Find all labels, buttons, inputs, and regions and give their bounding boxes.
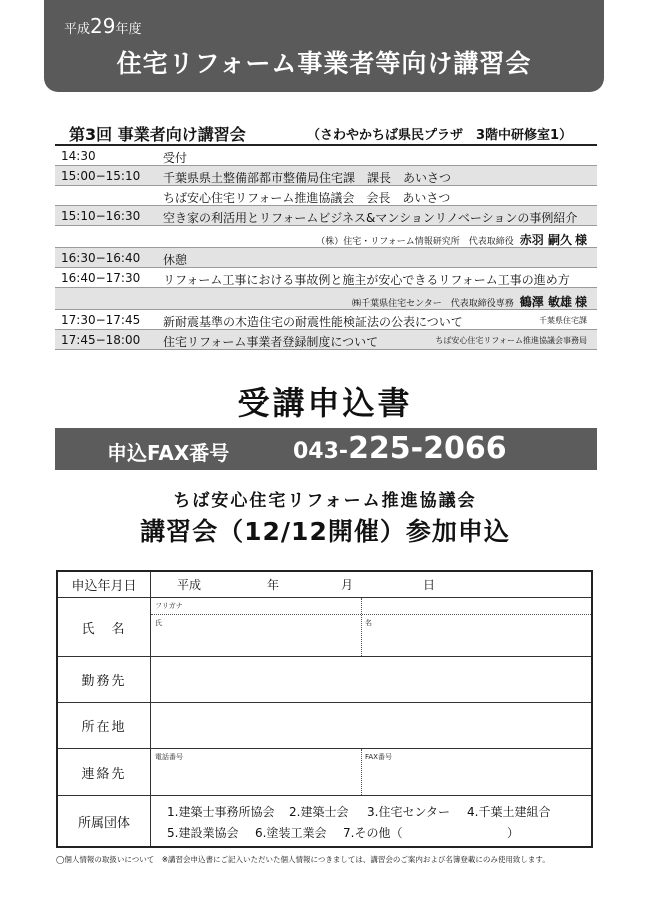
speaker-org: 千葉県住宅課: [539, 316, 587, 325]
schedule-row: 14:30 受付: [55, 146, 597, 166]
speaker-name: 赤羽 嗣久: [519, 233, 572, 247]
form-row-workplace: [58, 657, 591, 703]
form-row-group: [58, 796, 591, 846]
form-row-name: [58, 598, 591, 657]
schedule-row: 16:40−17:30 リフォーム工事における事故例と施主が安心できるリフォーム工事の進め方: [55, 268, 597, 288]
fax-field[interactable]: [361, 749, 591, 795]
name-label: 氏 名: [58, 598, 151, 656]
fax-label: 申込FAX番号: [107, 441, 230, 465]
given-name-field[interactable]: [361, 598, 591, 656]
session-title: 第3回 事業者向け講習会: [69, 125, 246, 144]
option-6[interactable]: 6.塗装工業会: [255, 826, 327, 840]
phone-field[interactable]: [151, 749, 361, 795]
session-schedule: [55, 122, 597, 350]
privacy-notice: ◯個人情報の取扱いについて ※講習会申込書にご記入いただいた個人情報につきましては、講習会のご案内および名簿登載にのみ使用致します。: [56, 855, 550, 864]
address-label: 所在地: [58, 703, 151, 748]
schedule-row: ちば安心住宅リフォーム推進協議会 会長 あいさつ: [55, 186, 597, 206]
workplace-label: 勤務先: [58, 657, 151, 702]
schedule-row: 17:45−18:00 住宅リフォーム事業者登録制度について ちば安心住宅リフォーム推進協議会事務局: [55, 330, 597, 350]
speaker-row: ㈱千葉県住宅センター 代表取締役専務 鶴澤 敏雄 様: [55, 288, 597, 310]
application-title: 受講申込書: [237, 384, 413, 422]
option-7-close: ）: [507, 826, 520, 840]
workplace-field[interactable]: [151, 657, 591, 702]
fax-number: 043-225-2066: [293, 431, 507, 466]
option-1[interactable]: 1.建築士事務所協会: [167, 805, 275, 819]
group-options: [151, 796, 591, 846]
surname-label: 氏: [155, 619, 162, 627]
surname-field[interactable]: [151, 598, 361, 656]
session-header: [55, 122, 597, 146]
schedule-row: 16:30−16:40 休憩: [55, 248, 597, 268]
speaker-org: ㈱千葉県住宅センター 代表取締役専務: [352, 299, 514, 309]
form-row-contact: [58, 749, 591, 796]
furigana-label: フリガナ: [155, 602, 183, 610]
organization-name: ちば安心住宅リフォーム推進協議会: [173, 491, 477, 511]
fax-band: [55, 428, 597, 470]
schedule-row: 17:30−17:45 新耐震基準の木造住宅の耐震性能検証法の公表について 千葉県住宅課: [55, 310, 597, 330]
phone-label: 電話番号: [155, 753, 183, 761]
form-row-date: [58, 572, 591, 598]
group-label: 所属団体: [58, 796, 151, 846]
speaker-org: （株）住宅・リフォーム情報研究所 代表取締役: [316, 237, 514, 247]
speaker-org: ちば安心住宅リフォーム推進協議会事務局: [435, 336, 587, 345]
address-field[interactable]: [151, 703, 591, 748]
option-3[interactable]: 3.住宅センター: [367, 805, 450, 819]
session-venue: （さわやかちば県民プラザ 3階中研修室1）: [307, 128, 573, 143]
speaker-name: 鶴澤 敏雄: [519, 295, 572, 309]
contact-label: 連絡先: [58, 749, 151, 795]
option-5[interactable]: 5.建設業協会: [167, 826, 239, 840]
date-field[interactable]: 平成 年 月 日: [177, 578, 436, 592]
seminar-title: 講習会（12/12開催）参加申込: [140, 517, 510, 546]
speaker-row: （株）住宅・リフォーム情報研究所 代表取締役 赤羽 嗣久 様: [55, 226, 597, 248]
header-band: [44, 0, 604, 92]
option-2[interactable]: 2.建築士会: [289, 805, 349, 819]
page-title: 住宅リフォーム事業者等向け講習会: [116, 49, 532, 78]
application-form: [56, 570, 593, 848]
given-name-label: 名: [365, 619, 372, 627]
fax-field-label: FAX番号: [365, 753, 392, 761]
form-row-address: [58, 703, 591, 749]
fiscal-year: 平成29年度: [64, 14, 142, 38]
date-label: 申込年月日: [58, 572, 151, 597]
schedule-row: 15:10−16:30 空き家の利活用とリフォームビジネス&マンションリノベーションの事例紹介: [55, 206, 597, 226]
option-4[interactable]: 4.千葉土建組合: [467, 805, 551, 819]
schedule-row: 15:00−15:10 千葉県県土整備部都市整備局住宅課 課長 あいさつ: [55, 166, 597, 186]
option-7[interactable]: 7.その他（: [343, 826, 403, 840]
